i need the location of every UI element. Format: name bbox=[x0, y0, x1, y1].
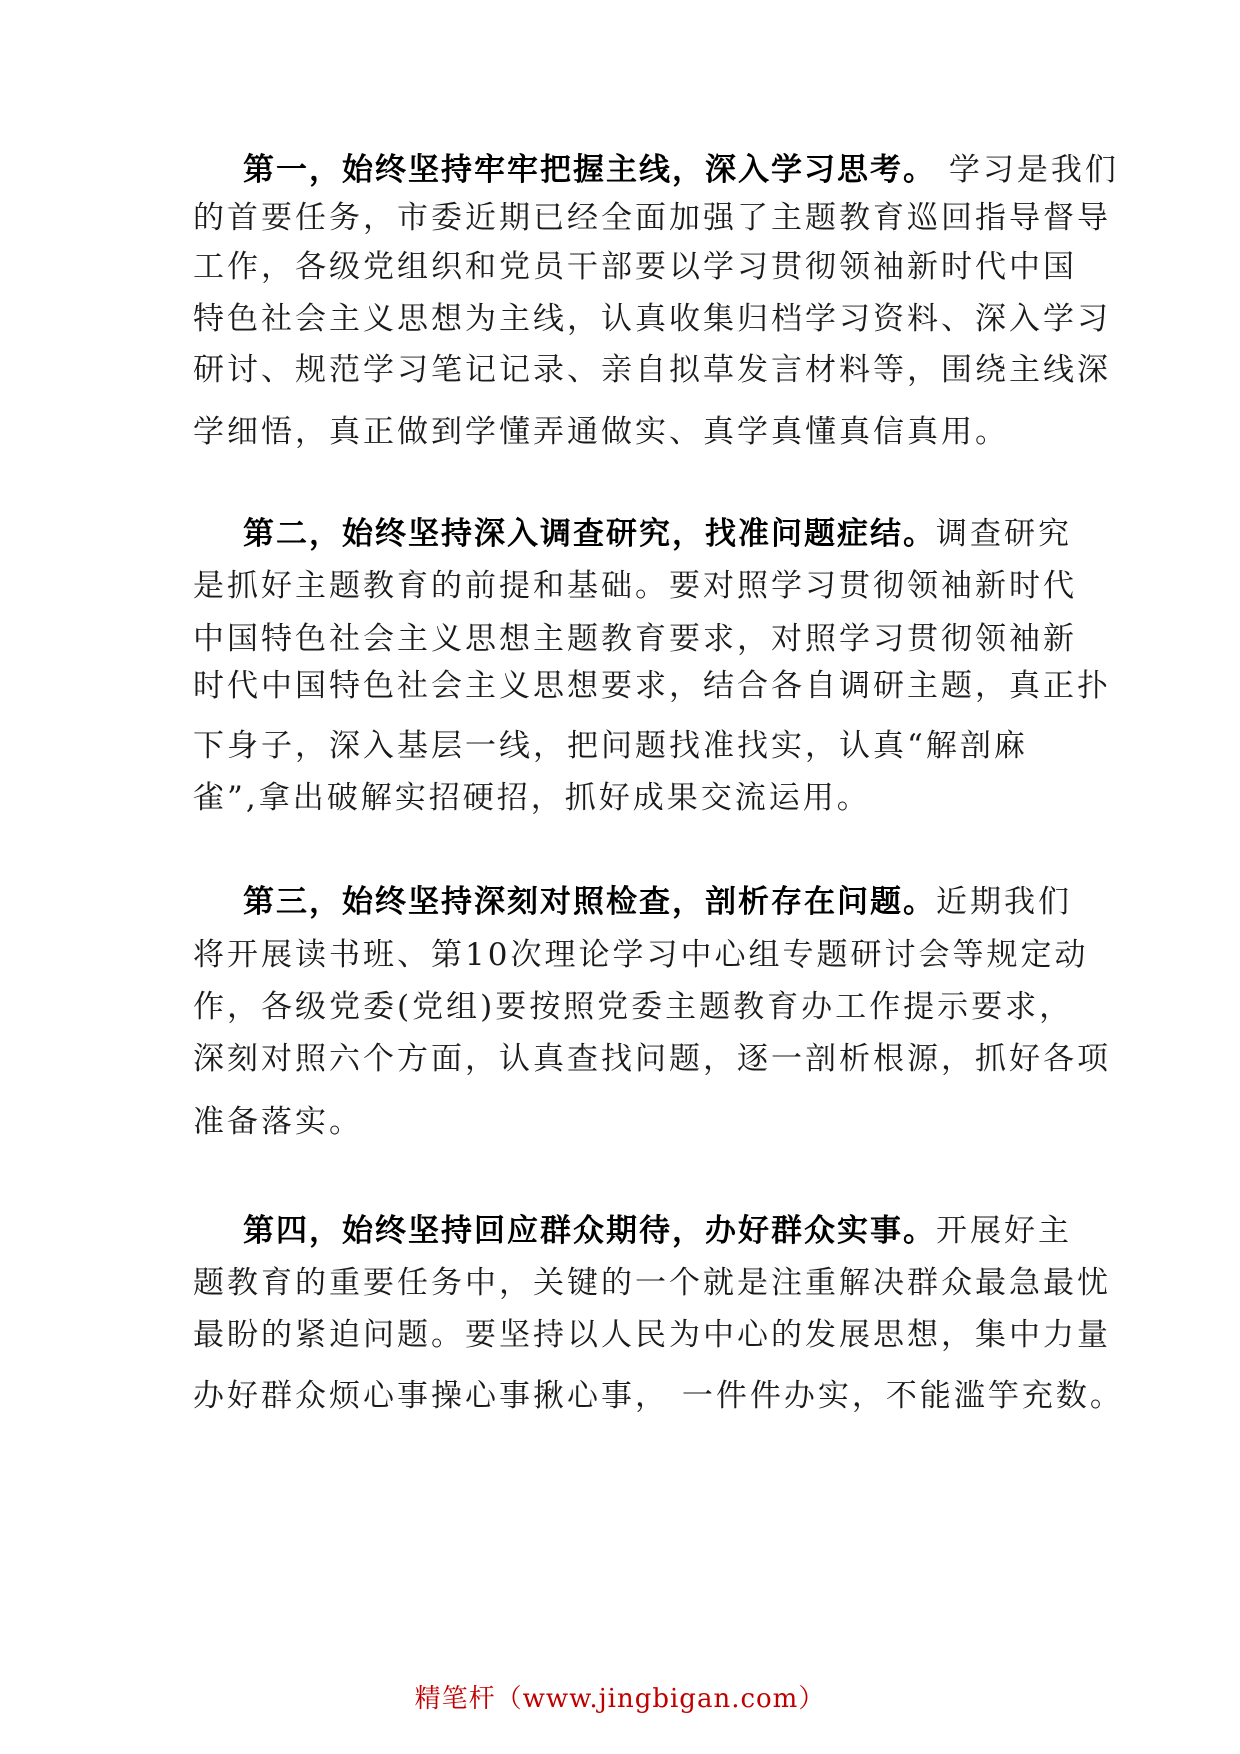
paragraph-2-line-4: 时代中国特色社会主义思想要求，结合各自调研主题，真正扑 bbox=[193, 668, 1111, 704]
paragraph-4-text: 开展好主 bbox=[936, 1213, 1072, 1249]
paragraph-1-line-2: 的首要任务，市委近期已经全面加强了主题教育巡回指导督导 bbox=[193, 200, 1111, 236]
paragraph-3-line-2: 将开展读书班、第10次理论学习中心组专题研讨会等规定动 bbox=[193, 937, 1089, 973]
paragraph-3-text: 近期我们 bbox=[936, 884, 1072, 920]
paragraph-1-line-3: 工作，各级党组织和党员干部要以学习贯彻领袖新时代中国 bbox=[193, 249, 1077, 285]
paragraph-2-line-3: 中国特色社会主义思想主题教育要求，对照学习贯彻领袖新 bbox=[193, 621, 1077, 657]
paragraph-3-line-5: 准备落实。 bbox=[193, 1104, 363, 1140]
paragraph-2-line-2: 是抓好主题教育的前提和基础。要对照学习贯彻领袖新时代 bbox=[193, 568, 1077, 604]
paragraph-4-heading: 第四，始终坚持回应群众期待，办好群众实事。 bbox=[243, 1213, 936, 1249]
paragraph-3-heading: 第三，始终坚持深刻对照检查，剖析存在问题。 bbox=[243, 884, 936, 920]
paragraph-3-line-4: 深刻对照六个方面，认真查找问题，逐一剖析根源，抓好各项 bbox=[193, 1041, 1111, 1077]
paragraph-2-heading: 第二，始终坚持深入调查研究，找准问题症结。 bbox=[243, 516, 936, 552]
paragraph-1-heading: 第一，始终坚持牢牢把握主线，深入学习思考。 bbox=[243, 152, 936, 188]
paragraph-4-line-2: 题教育的重要任务中，关键的一个就是注重解决群众最急最忧 bbox=[193, 1265, 1111, 1301]
paragraph-4-line-4: 办好群众烦心事操心事揪心事， 一件件办实，不能滥竽充数。 bbox=[193, 1378, 1124, 1414]
paragraph-2-line-1 bbox=[243, 514, 1072, 554]
paragraph-3-line-1 bbox=[243, 882, 1072, 922]
paragraph-3-line-3: 作，各级党委(党组)要按照党委主题教育办工作提示要求， bbox=[193, 989, 1074, 1025]
paragraph-1-line-1 bbox=[243, 150, 1119, 190]
paragraph-2-text: 调查研究 bbox=[936, 516, 1072, 552]
paragraph-1-text: 学习是我们 bbox=[936, 152, 1119, 188]
paragraph-1-line-4: 特色社会主义思想为主线，认真收集归档学习资料、深入学习 bbox=[193, 301, 1111, 337]
paragraph-2-line-5: 下身子，深入基层一线，把问题找准找实，认真“解剖麻 bbox=[193, 728, 1028, 764]
paragraph-1-line-5: 研讨、规范学习笔记记录、亲自拟草发言材料等，围绕主线深 bbox=[193, 352, 1111, 388]
paragraph-4-line-1 bbox=[243, 1211, 1072, 1251]
footer-watermark-text: 精笔杆（www.jingbigan.com） bbox=[414, 1684, 826, 1714]
paragraph-1-line-6: 学细悟，真正做到学懂弄通做实、真学真懂真信真用。 bbox=[193, 414, 1009, 450]
paragraph-2-line-6: 雀”,拿出破解实招硬招，抓好成果交流运用。 bbox=[193, 780, 871, 816]
paragraph-4-line-3: 最盼的紧迫问题。要坚持以人民为中心的发展思想，集中力量 bbox=[193, 1317, 1111, 1353]
